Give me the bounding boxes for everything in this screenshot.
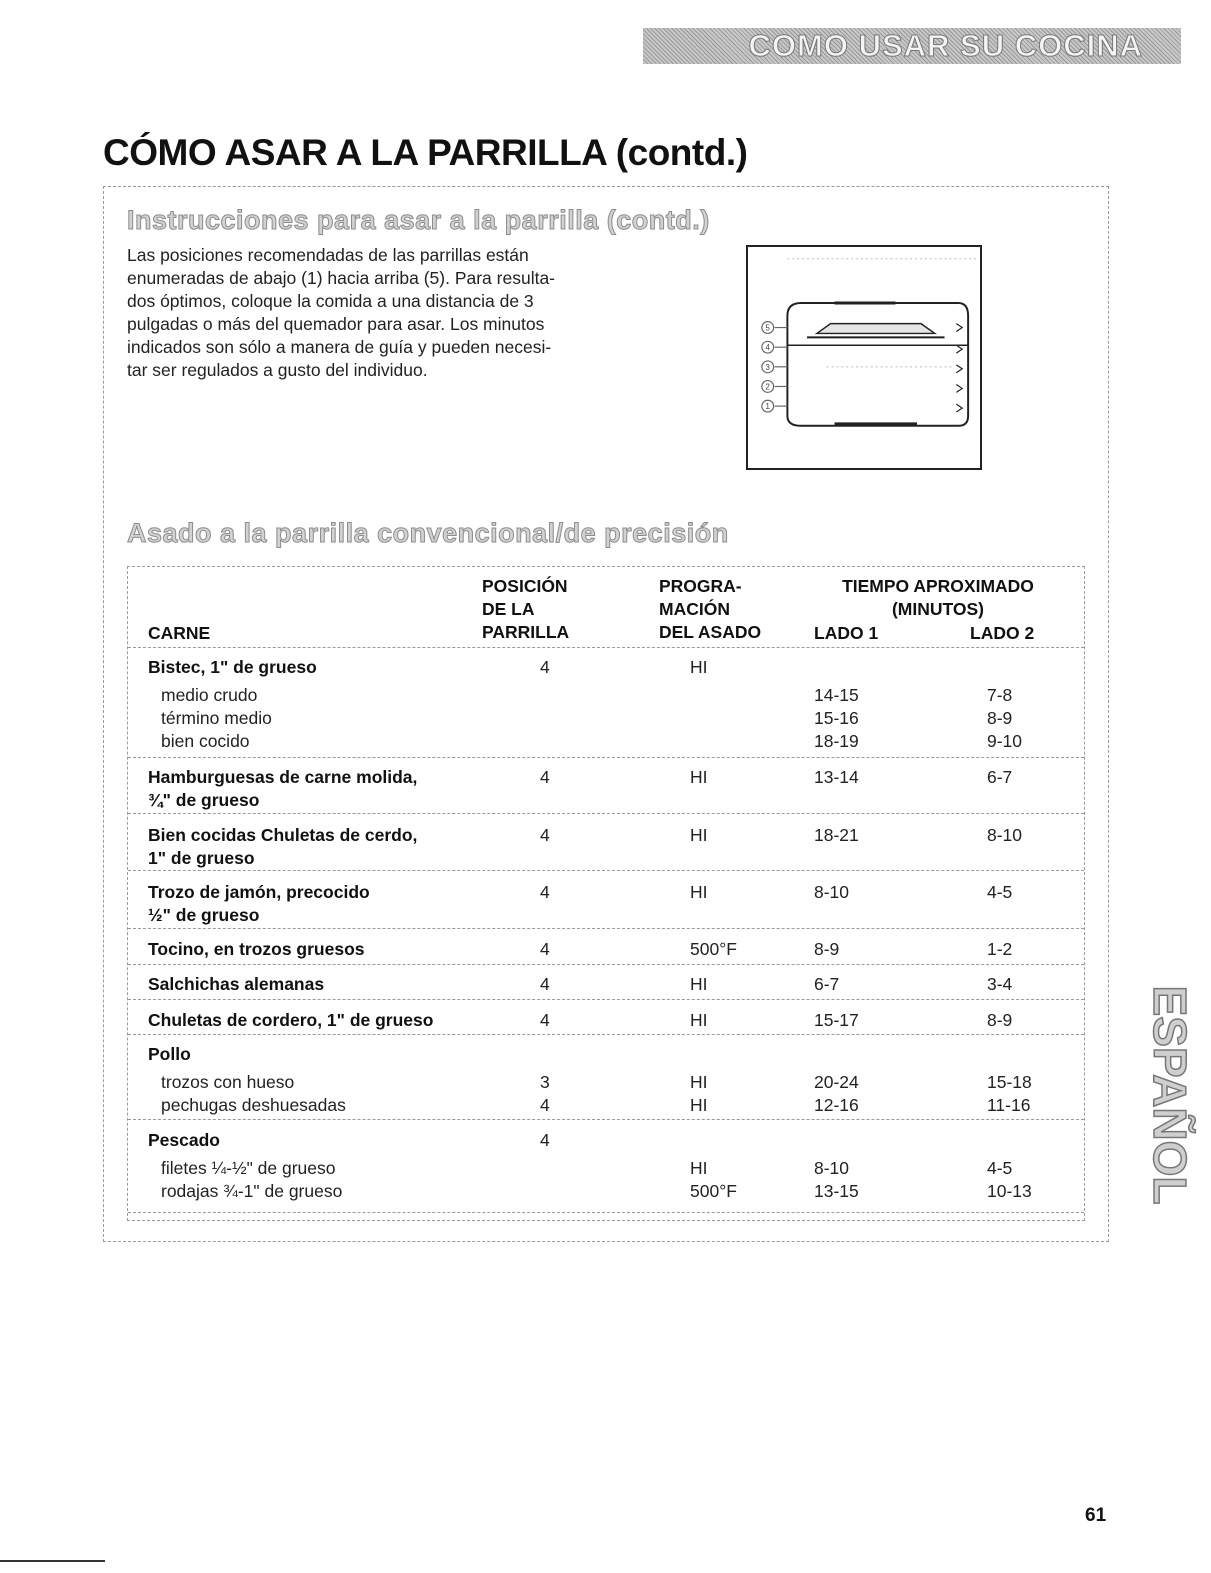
table-cell-lado2: 4-5 xyxy=(987,882,1013,902)
table-cell-name: pechugas deshuesadas xyxy=(161,1095,346,1115)
table-cell-pos: 4 xyxy=(540,939,550,959)
rack-label: 5 xyxy=(765,323,770,333)
table-cell-prog: HI xyxy=(690,1010,708,1030)
table-cell-name: medio crudo xyxy=(161,685,258,705)
table-cell-prog: HI xyxy=(690,974,708,994)
table-cell-lado1: 20-24 xyxy=(814,1072,859,1092)
table-cell-lado2: 8-9 xyxy=(987,1010,1013,1030)
row-divider xyxy=(128,1212,1084,1213)
table-cell-name: Pescado xyxy=(148,1130,220,1150)
table-cell-name: ½" de grueso xyxy=(148,905,260,925)
table-cell-name: Pollo xyxy=(148,1044,191,1064)
table-cell-name: Tocino, en trozos gruesos xyxy=(148,939,365,959)
intro-line: dos óptimos, coloque la comida a una distancia de 3 xyxy=(127,291,534,311)
table-cell-pos: 4 xyxy=(540,882,550,902)
table-cell-prog: HI xyxy=(690,882,708,902)
table-cell-name: Salchichas alemanas xyxy=(148,974,325,994)
intro-line: enumeradas de abajo (1) hacia arriba (5). Para resulta- xyxy=(127,268,555,288)
header-lado-2: LADO 2 xyxy=(970,623,1035,643)
section-title-broiling: Asado a la parrilla convencional/de precisión xyxy=(127,518,729,548)
table-cell-lado1: 8-10 xyxy=(814,1158,850,1178)
table-cell-lado1: 13-14 xyxy=(814,767,859,787)
table-cell-pos: 4 xyxy=(540,1130,550,1150)
table-cell-lado1: 8-10 xyxy=(814,882,850,902)
table-cell-pos: 4 xyxy=(540,1095,550,1115)
table-cell-lado1: 12-16 xyxy=(814,1095,859,1115)
header-line: MACIÓN xyxy=(659,599,730,619)
rack-label: 2 xyxy=(765,382,770,392)
row-divider xyxy=(128,870,1084,871)
table-cell-prog: HI xyxy=(690,657,708,677)
page-title: CÓMO ASAR A LA PARRILLA (contd.) xyxy=(103,132,748,173)
row-divider xyxy=(128,757,1084,758)
footer-rule xyxy=(0,1560,105,1562)
table-cell-pos: 4 xyxy=(540,657,550,677)
header-line: DEL ASADO xyxy=(659,622,762,642)
intro-line: pulgadas o más del quemador para asar. Los minutos xyxy=(127,314,545,334)
table-cell-prog: HI xyxy=(690,767,708,787)
row-divider xyxy=(128,813,1084,814)
table-cell-prog: HI xyxy=(690,1072,708,1092)
table-cell-lado1: 18-21 xyxy=(814,825,859,845)
header-line: PARRILLA xyxy=(482,622,570,642)
row-divider xyxy=(128,1034,1084,1035)
language-side-tab xyxy=(1145,975,1195,1215)
table-cell-lado2: 4-5 xyxy=(987,1158,1013,1178)
table-cell-lado2: 1-2 xyxy=(987,939,1013,959)
table-cell-pos: 4 xyxy=(540,767,550,787)
table-cell-lado2: 10-13 xyxy=(987,1181,1032,1201)
table-cell-name: Trozo de jamón, precocido xyxy=(148,882,370,902)
intro-line: Las posiciones recomendadas de las parrillas están xyxy=(127,245,529,265)
banner-text: COMO USAR SU COCINA xyxy=(748,28,1143,63)
header-line: TIEMPO APROXIMADO xyxy=(842,576,1034,596)
table-cell-prog: 500°F xyxy=(690,1181,737,1201)
intro-paragraph xyxy=(127,244,647,382)
table-cell-lado1: 13-15 xyxy=(814,1181,859,1201)
header-line: (MINUTOS) xyxy=(891,599,985,619)
table-cell-prog: HI xyxy=(690,825,708,845)
oven-rack-illustration xyxy=(748,247,980,468)
side-tab-text: ESPAÑOL xyxy=(1144,985,1196,1205)
table-cell-lado2: 15-18 xyxy=(987,1072,1032,1092)
row-divider xyxy=(128,928,1084,929)
table-cell-lado2: 11-16 xyxy=(987,1095,1031,1115)
table-cell-name: rodajas ¾-1" de grueso xyxy=(161,1181,343,1201)
header-tiempo xyxy=(808,575,1068,621)
table-cell-pos: 4 xyxy=(540,1010,550,1030)
table-cell-name: Bistec, 1" de grueso xyxy=(148,657,317,677)
table-cell-lado1: 8-9 xyxy=(814,939,840,959)
header-posicion xyxy=(482,575,569,644)
rack-label: 3 xyxy=(765,362,770,372)
table-cell-prog: 500°F xyxy=(690,939,737,959)
table-cell-name: término medio xyxy=(161,708,272,728)
row-divider xyxy=(128,647,1084,648)
table-cell-lado1: 15-16 xyxy=(814,708,859,728)
row-divider xyxy=(128,999,1084,1000)
table-cell-name: Bien cocidas Chuletas de cerdo, xyxy=(148,825,418,845)
table-cell-name: ¾" de grueso xyxy=(148,790,260,810)
intro-line: indicados son sólo a manera de guía y pueden necesi- xyxy=(127,337,552,357)
table-cell-lado2: 8-10 xyxy=(987,825,1023,845)
table-cell-lado1: 15-17 xyxy=(814,1010,859,1030)
intro-line: tar ser regulados a gusto del individuo. xyxy=(127,360,428,380)
rack-label: 4 xyxy=(765,343,770,353)
table-cell-prog: HI xyxy=(690,1095,708,1115)
section-title-instructions: Instrucciones para asar a la parrilla (contd.) xyxy=(127,205,710,235)
table-cell-pos: 4 xyxy=(540,825,550,845)
oven-rack-diagram xyxy=(746,245,982,470)
broiling-table xyxy=(127,566,1085,1221)
table-cell-lado1: 18-19 xyxy=(814,731,859,751)
table-cell-lado2: 6-7 xyxy=(987,767,1013,787)
table-cell-name: 1" de grueso xyxy=(148,848,255,868)
table-cell-lado1: 14-15 xyxy=(814,685,859,705)
table-cell-name: bien cocido xyxy=(161,731,250,751)
table-cell-pos: 3 xyxy=(540,1072,550,1092)
row-divider xyxy=(128,1119,1084,1120)
table-cell-lado2: 8-9 xyxy=(987,708,1013,728)
section-banner xyxy=(643,28,1181,64)
table-cell-name: filetes ¼-½" de grueso xyxy=(161,1158,336,1178)
header-programacion xyxy=(659,575,761,644)
header-lado-1: LADO 1 xyxy=(814,623,879,643)
header-line: POSICIÓN xyxy=(482,576,568,596)
header-line: DE LA xyxy=(482,599,535,619)
table-cell-name: Chuletas de cordero, 1" de grueso xyxy=(148,1010,434,1030)
table-cell-pos: 4 xyxy=(540,974,550,994)
page-number: 61 xyxy=(1085,1505,1107,1526)
table-cell-lado1: 6-7 xyxy=(814,974,840,994)
table-cell-lado2: 9-10 xyxy=(987,731,1023,751)
table-cell-name: Hamburguesas de carne molida, xyxy=(148,767,418,787)
header-line: PROGRA- xyxy=(659,576,742,596)
row-divider xyxy=(128,964,1084,965)
table-cell-name: trozos con hueso xyxy=(161,1072,295,1092)
table-cell-lado2: 7-8 xyxy=(987,685,1013,705)
rack-label: 1 xyxy=(765,402,770,412)
table-cell-lado2: 3-4 xyxy=(987,974,1013,994)
header-carne: CARNE xyxy=(148,623,211,643)
table-cell-prog: HI xyxy=(690,1158,708,1178)
